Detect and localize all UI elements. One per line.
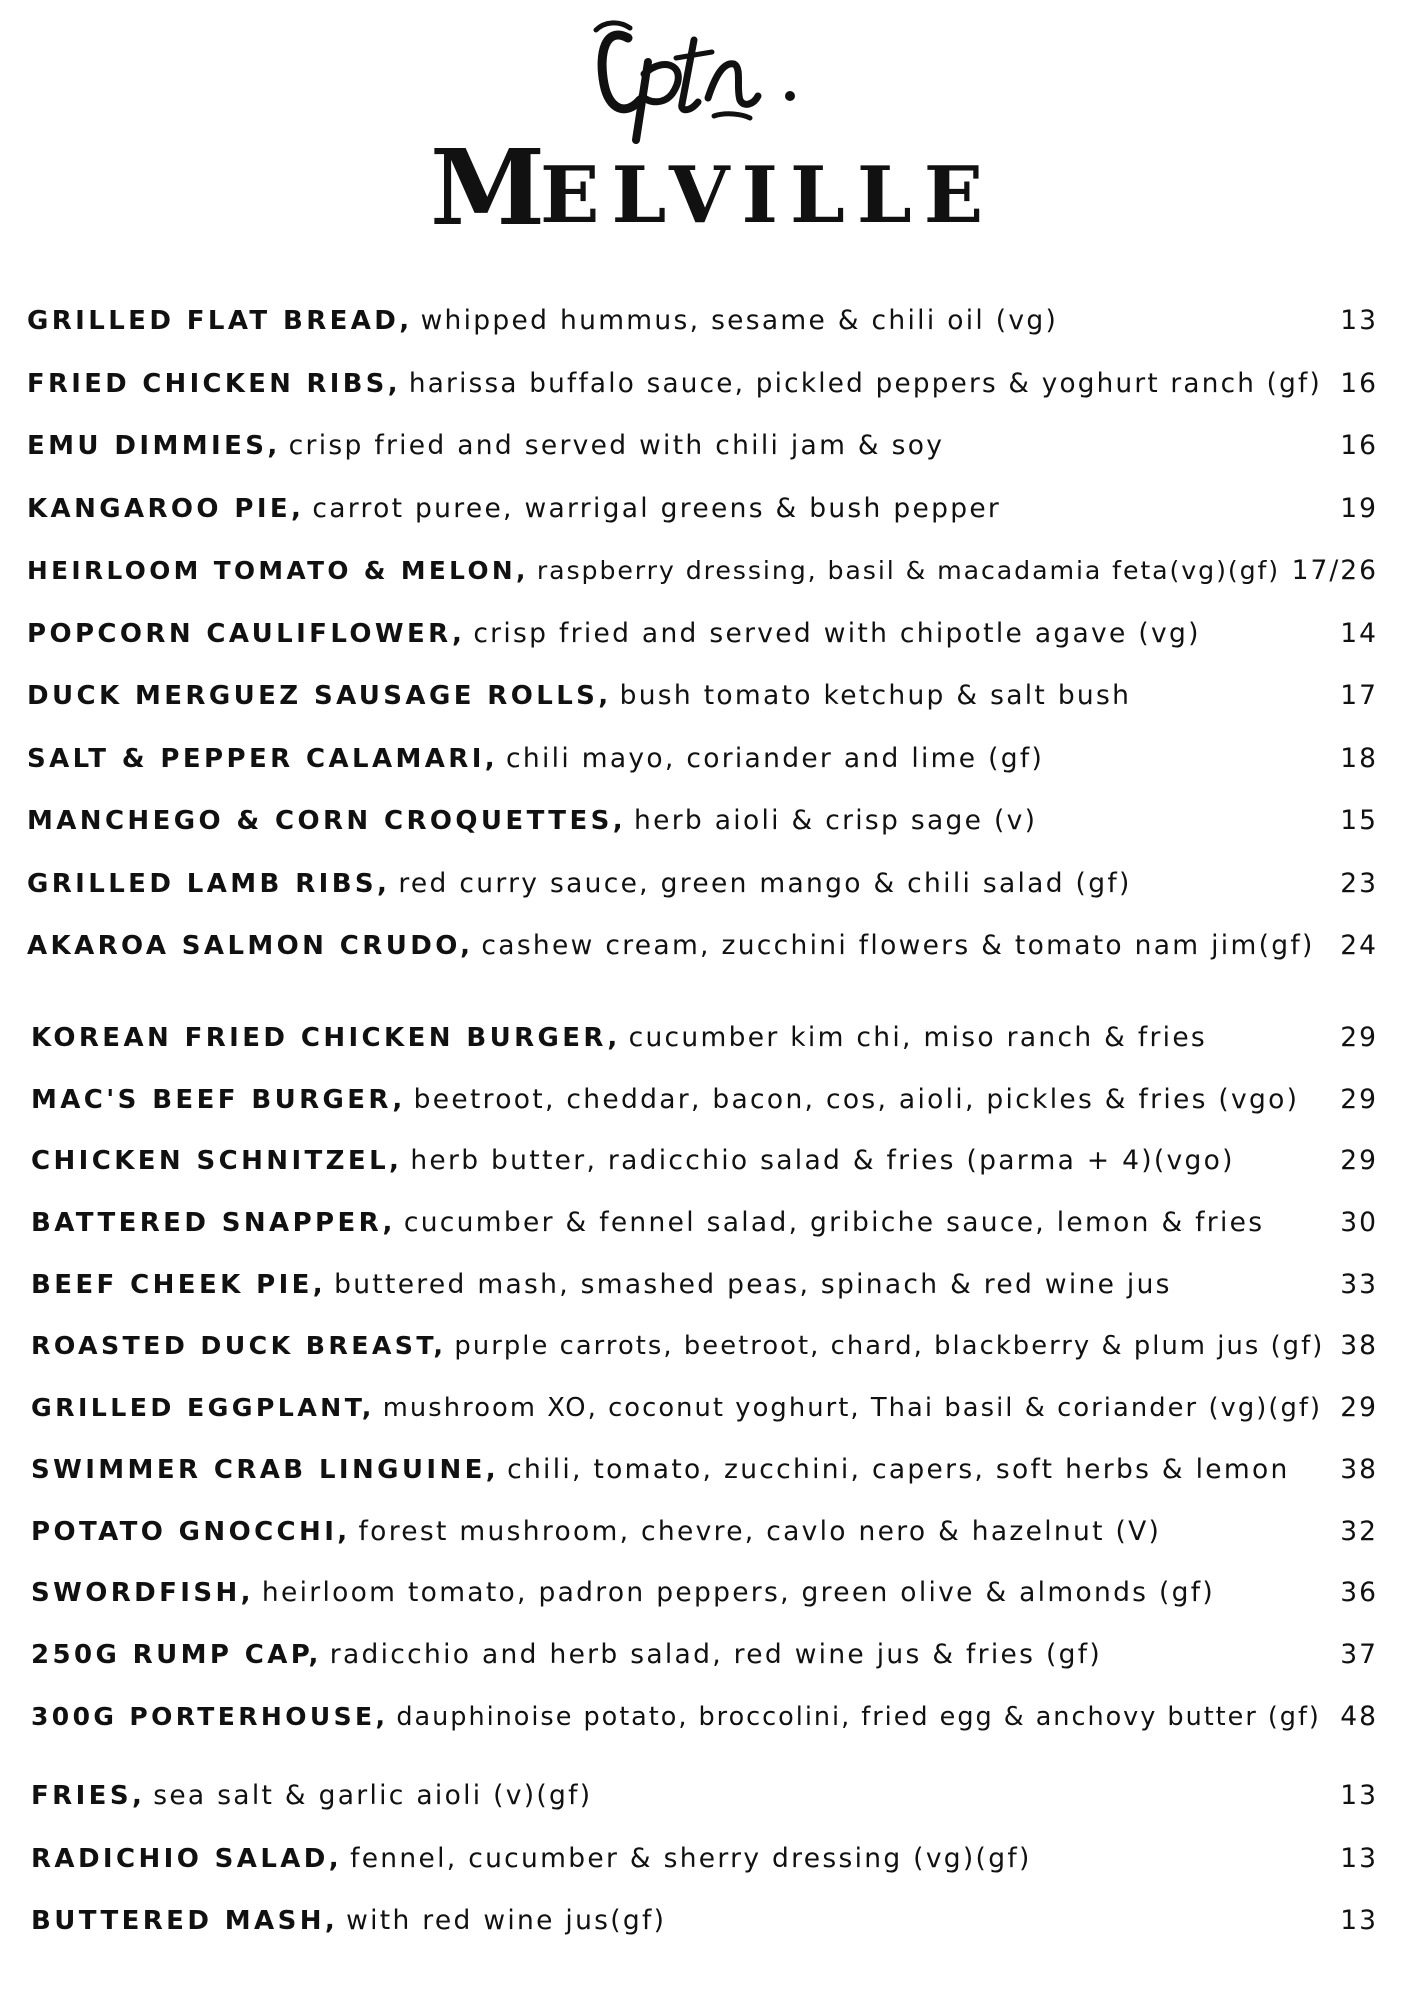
item-description: herb butter, radicchio salad & fries (parma + 4)(vgo) xyxy=(410,1145,1235,1177)
item-description: crisp fried and served with chili jam & soy xyxy=(288,430,945,461)
item-description: harissa buffalo sauce, pickled peppers & yoghurt ranch (gf) xyxy=(408,368,1322,399)
menu-item xyxy=(0,1377,1414,1439)
menu-item xyxy=(0,1686,1414,1748)
item-description: crisp fried and served with chipotle agave (vg) xyxy=(473,617,1201,649)
item-price: 16 xyxy=(1340,430,1378,461)
item-price: 17/26 xyxy=(1291,555,1378,586)
item-name: SWIMMER CRAB LINGUINE, xyxy=(31,1454,500,1485)
item-price: 37 xyxy=(1340,1638,1378,1670)
menu-item xyxy=(0,1192,1414,1254)
item-price: 14 xyxy=(1340,617,1378,649)
item-description: dauphinoise potato, broccolini, fried egg & anchovy butter (gf) xyxy=(396,1701,1321,1732)
item-name: POTATO GNOCCHI, xyxy=(31,1516,351,1547)
item-description: bush tomato ketchup & salt bush xyxy=(619,680,1132,711)
menu-item xyxy=(0,478,1414,541)
item-description: purple carrots, beetroot, chard, blackberry & plum jus (gf) xyxy=(454,1331,1325,1362)
item-price: 38 xyxy=(1340,1453,1378,1485)
item-name: MANCHEGO & CORN CROQUETTES, xyxy=(27,806,627,836)
item-price: 36 xyxy=(1340,1577,1378,1609)
logo-wordmark xyxy=(430,126,995,240)
item-description: buttered mash, smashed peas, spinach & red wine jus xyxy=(334,1268,1172,1300)
item-name: FRIES, xyxy=(31,1781,146,1811)
item-price: 18 xyxy=(1340,742,1378,774)
wordmark-rest: ELVILLE xyxy=(540,150,996,240)
item-name: GRILLED EGGPLANT, xyxy=(31,1393,375,1423)
item-name: MAC'S BEEF BURGER, xyxy=(31,1084,406,1115)
item-price: 13 xyxy=(1340,1780,1378,1811)
logo-script xyxy=(596,23,795,140)
restaurant-logo xyxy=(0,0,1414,240)
item-description: whipped hummus, sesame & chili oil (vg) xyxy=(420,305,1059,336)
item-name: KANGAROO PIE, xyxy=(27,493,305,524)
item-name: BEEF CHEEK PIE, xyxy=(31,1269,327,1300)
item-price: 13 xyxy=(1340,1905,1378,1936)
item-name: ROASTED DUCK BREAST, xyxy=(31,1331,447,1361)
menu-item xyxy=(0,1828,1414,1891)
item-price: 13 xyxy=(1340,1842,1378,1874)
item-description: herb aioli & crisp sage (v) xyxy=(634,805,1038,836)
mains-section xyxy=(0,1007,1414,1747)
item-description: chili, tomato, zucchini, capers, soft herbs & lemon xyxy=(507,1453,1290,1485)
menu-item xyxy=(0,290,1414,353)
menu-item xyxy=(0,915,1414,978)
item-price: 19 xyxy=(1340,492,1378,524)
item-name: SWORDFISH, xyxy=(31,1578,254,1609)
menu-item xyxy=(0,1007,1414,1069)
menu-item xyxy=(0,540,1414,603)
item-name: SALT & PEPPER CALAMARI, xyxy=(27,743,499,774)
item-description: cucumber & fennel salad, gribiche sauce, lemon & fries xyxy=(403,1207,1265,1239)
item-description: with red wine jus(gf) xyxy=(346,1905,667,1936)
item-price: 29 xyxy=(1340,1022,1378,1053)
menu-item xyxy=(0,1501,1414,1563)
item-description: cucumber kim chi, miso ranch & fries xyxy=(628,1022,1208,1053)
item-description: mushroom XO, coconut yoghurt, Thai basil & coriander (vg)(gf) xyxy=(382,1393,1323,1424)
item-price: 29 xyxy=(1340,1145,1378,1177)
menu-item xyxy=(0,728,1414,791)
item-price: 30 xyxy=(1340,1207,1378,1239)
menu-item xyxy=(0,665,1414,728)
starters-section xyxy=(0,290,1414,978)
item-price: 38 xyxy=(1340,1330,1378,1362)
menu-item xyxy=(0,1624,1414,1686)
item-description: forest mushroom, chevre, cavlo nero & hazelnut (V) xyxy=(358,1515,1162,1547)
item-price: 23 xyxy=(1340,867,1378,899)
item-name: POPCORN CAULIFLOWER, xyxy=(27,618,466,649)
item-name: GRILLED FLAT BREAD, xyxy=(27,306,413,336)
item-price: 48 xyxy=(1340,1700,1378,1732)
item-name: AKAROA SALMON CRUDO, xyxy=(27,931,474,961)
menu-item xyxy=(0,1562,1414,1624)
item-name: RADICHIO SALAD, xyxy=(31,1843,343,1874)
item-description: red curry sauce, green mango & chili salad (gf) xyxy=(398,867,1132,899)
menu-item xyxy=(0,1254,1414,1316)
item-name: BUTTERED MASH, xyxy=(31,1906,339,1936)
item-price: 29 xyxy=(1340,1392,1378,1424)
item-description: heirloom tomato, padron peppers, green olive & almonds (gf) xyxy=(261,1577,1216,1609)
item-price: 29 xyxy=(1340,1083,1378,1115)
item-price: 17 xyxy=(1340,680,1378,711)
item-name: CHICKEN SCHNITZEL, xyxy=(31,1146,403,1177)
item-price: 16 xyxy=(1340,367,1378,399)
item-description: carrot puree, warrigal greens & bush pepper xyxy=(312,492,1002,524)
menu-item xyxy=(0,1069,1414,1131)
wordmark-first-letter: M xyxy=(430,126,546,240)
item-price: 33 xyxy=(1340,1268,1378,1300)
item-name: KOREAN FRIED CHICKEN BURGER, xyxy=(31,1023,621,1053)
item-description: beetroot, cheddar, bacon, cos, aioli, pickles & fries (vgo) xyxy=(413,1083,1300,1115)
menu-item xyxy=(0,353,1414,416)
item-description: cashew cream, zucchini flowers & tomato nam jim(gf) xyxy=(481,930,1315,961)
item-name: 300G PORTERHOUSE, xyxy=(31,1701,389,1731)
item-description: fennel, cucumber & sherry dressing (vg)(gf) xyxy=(350,1842,1032,1874)
item-price: 32 xyxy=(1340,1515,1378,1547)
menu-item xyxy=(0,853,1414,916)
item-name: FRIED CHICKEN RIBS, xyxy=(27,368,401,399)
item-description: raspberry dressing, basil & macadamia feta(vg)(gf) xyxy=(536,556,1281,585)
menu-item xyxy=(0,1765,1414,1828)
menu-item xyxy=(0,1315,1414,1377)
item-description: sea salt & garlic aioli (v)(gf) xyxy=(153,1780,593,1811)
menu-item xyxy=(0,1890,1414,1953)
item-name: BATTERED SNAPPER, xyxy=(31,1208,396,1239)
item-price: 24 xyxy=(1340,930,1378,961)
item-price: 13 xyxy=(1340,305,1378,336)
item-price: 15 xyxy=(1340,805,1378,836)
item-name: HEIRLOOM TOMATO & MELON, xyxy=(27,556,529,585)
item-name: GRILLED LAMB RIBS, xyxy=(27,868,391,899)
item-description: radicchio and herb salad, red wine jus & fries (gf) xyxy=(329,1638,1102,1670)
menu-item xyxy=(0,415,1414,478)
item-name: EMU DIMMIES, xyxy=(27,431,281,461)
menu-item xyxy=(0,603,1414,666)
menu-item xyxy=(0,790,1414,853)
menu-item xyxy=(0,1439,1414,1501)
logo-artwork xyxy=(0,0,1414,240)
item-description: chili mayo, coriander and lime (gf) xyxy=(506,742,1045,774)
menu-item xyxy=(0,1130,1414,1192)
item-name: DUCK MERGUEZ SAUSAGE ROLLS, xyxy=(27,681,612,711)
sides-section xyxy=(0,1765,1414,1953)
item-name: 250G RUMP CAP, xyxy=(31,1639,322,1670)
